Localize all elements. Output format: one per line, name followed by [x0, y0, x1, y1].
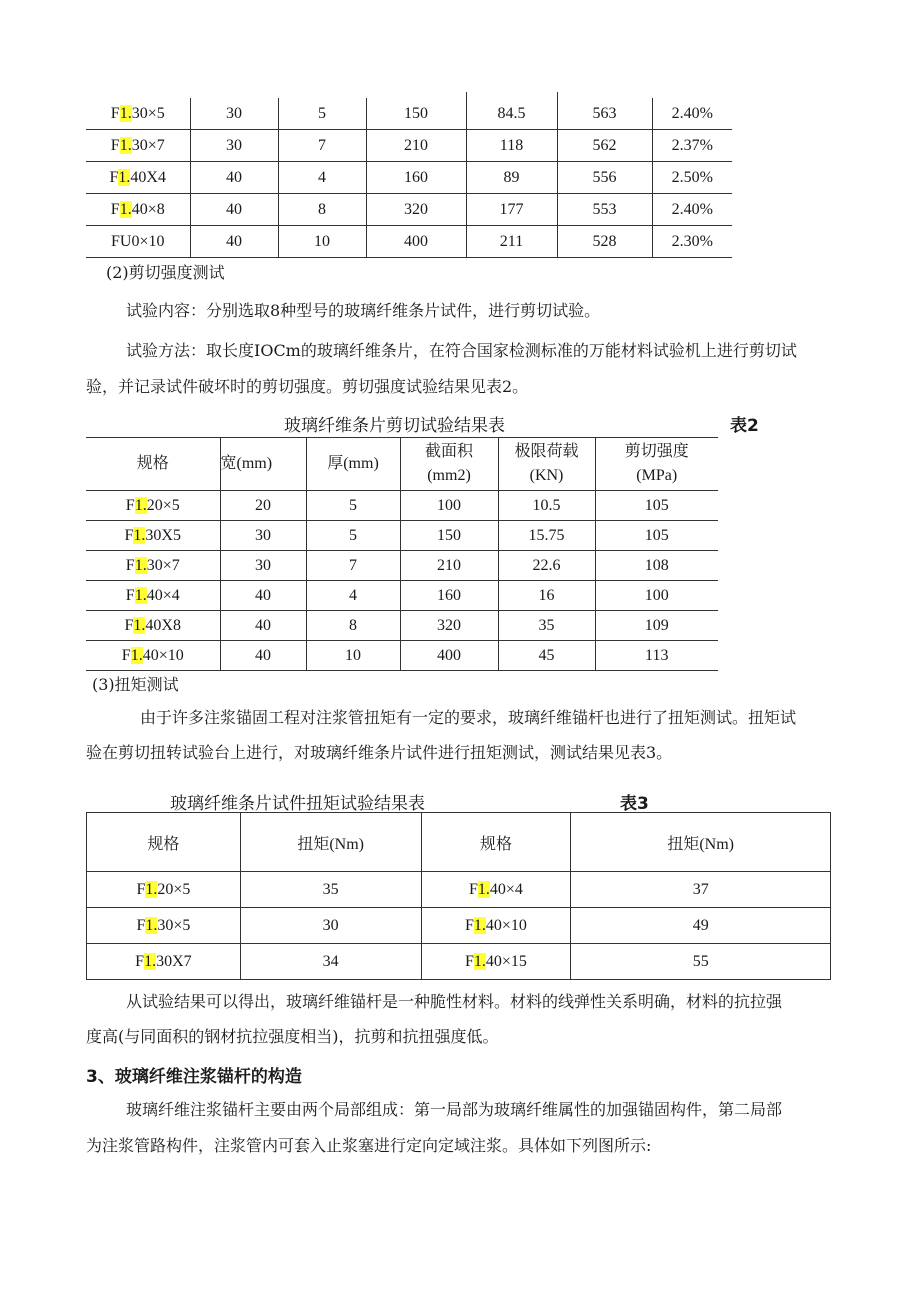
value-cell: 40	[220, 581, 306, 611]
spec-cell: F1.20×5	[87, 872, 241, 908]
value-cell: 5	[306, 521, 400, 551]
value-cell: 113	[595, 641, 718, 671]
value-cell: 109	[595, 611, 718, 641]
value-cell: 35	[240, 872, 421, 908]
header-width: 宽(mm)	[220, 438, 306, 491]
header-area: 截面积 (mm2)	[400, 438, 498, 491]
value-cell: 556	[557, 162, 652, 194]
table-border	[466, 92, 467, 100]
value-cell: 320	[400, 611, 498, 641]
value-cell: 7	[278, 130, 366, 162]
table-row	[86, 641, 718, 671]
spec-cell: F1.40×10	[421, 908, 571, 944]
table2-title: 玻璃纤维条片剪切试验结果表	[284, 416, 505, 436]
value-cell: 30	[240, 908, 421, 944]
section2-method-line1: 试验方法：取长度IOCm的玻璃纤维条片，在符合国家检测标准的万能材料试验机上进行剪切试	[126, 341, 797, 360]
shear-table	[86, 437, 718, 671]
value-cell: 22.6	[498, 551, 595, 581]
value-cell: 40	[220, 611, 306, 641]
spec-cell: F1.30×7	[86, 551, 220, 581]
value-cell: 10	[306, 641, 400, 671]
value-cell: 8	[278, 194, 366, 226]
value-cell: 150	[400, 521, 498, 551]
value-cell: 20	[220, 491, 306, 521]
table-row	[86, 226, 732, 258]
value-cell: 7	[306, 551, 400, 581]
value-cell: 105	[595, 491, 718, 521]
table3-label: 表3	[620, 794, 649, 814]
conclusion-line1: 从试验结果可以得出，玻璃纤维锚杆是一种脆性材料。材料的线弹性关系明确，材料的抗拉强	[126, 992, 783, 1011]
value-cell: 108	[595, 551, 718, 581]
table-row	[86, 491, 718, 521]
value-cell: 210	[400, 551, 498, 581]
section2-content: 试验内容：分别选取8种型号的玻璃纤维条片试件，进行剪切试验。	[126, 301, 601, 320]
spec-cell: F1.40X4	[86, 162, 190, 194]
value-cell: 15.75	[498, 521, 595, 551]
value-cell: 320	[366, 194, 466, 226]
conclusion-line2: 度高(与同面积的钢材抗拉强度相当)，抗剪和抗扭强度低。	[86, 1027, 499, 1046]
value-cell: 5	[278, 98, 366, 130]
header-shear-strength: 剪切强度 (MPa)	[595, 438, 718, 491]
table-row	[86, 162, 732, 194]
value-cell: 2.50%	[652, 162, 732, 194]
spec-cell: F1.20×5	[86, 491, 220, 521]
spec-cell: F1.30X5	[86, 521, 220, 551]
table3-title: 玻璃纤维条片试件扭矩试验结果表	[170, 794, 425, 814]
value-cell: 400	[400, 641, 498, 671]
spec-cell: F1.30×7	[86, 130, 190, 162]
header-thickness: 厚(mm)	[306, 438, 400, 491]
value-cell: 34	[240, 944, 421, 980]
table-border	[557, 92, 558, 100]
table-row	[87, 872, 831, 908]
value-cell: 10	[278, 226, 366, 258]
header-spec-b: 规格	[421, 813, 571, 872]
value-cell: 177	[466, 194, 557, 226]
header-torque-a: 扭矩(Nm)	[240, 813, 421, 872]
header-spec: 规格	[86, 438, 220, 491]
value-cell: 10.5	[498, 491, 595, 521]
table-row	[86, 521, 718, 551]
value-cell: 5	[306, 491, 400, 521]
value-cell: 2.40%	[652, 98, 732, 130]
spec-cell: F1.40×10	[86, 641, 220, 671]
value-cell: 35	[498, 611, 595, 641]
value-cell: 118	[466, 130, 557, 162]
value-cell: 30	[190, 98, 278, 130]
value-cell: 40	[220, 641, 306, 671]
value-cell: 8	[306, 611, 400, 641]
section3-title: (3)扭矩测试	[92, 675, 179, 694]
construction-line2: 为注浆管路构件，注浆管内可套入止浆塞进行定向定域注浆。具体如下列图所示:	[86, 1136, 652, 1155]
value-cell: 84.5	[466, 98, 557, 130]
header-load: 极限荷载 (KN)	[498, 438, 595, 491]
value-cell: 55	[571, 944, 831, 980]
value-cell: 30	[220, 521, 306, 551]
value-cell: 4	[306, 581, 400, 611]
spec-cell: F1.30×5	[86, 98, 190, 130]
table-row	[86, 611, 718, 641]
value-cell: 160	[366, 162, 466, 194]
header-torque-b: 扭矩(Nm)	[571, 813, 831, 872]
table-row	[86, 130, 732, 162]
torque-table	[86, 812, 831, 980]
value-cell: 400	[366, 226, 466, 258]
spec-cell: F1.40×15	[421, 944, 571, 980]
value-cell: 30	[220, 551, 306, 581]
value-cell: 2.40%	[652, 194, 732, 226]
value-cell: 528	[557, 226, 652, 258]
spec-cell: F1.40×8	[86, 194, 190, 226]
value-cell: 40	[190, 226, 278, 258]
value-cell: 100	[595, 581, 718, 611]
spec-cell: F1.40×4	[86, 581, 220, 611]
value-cell: 160	[400, 581, 498, 611]
section3-line1: 由于许多注浆锚固工程对注浆管扭矩有一定的要求，玻璃纤维锚杆也进行了扭矩测试。扭矩试	[140, 708, 797, 727]
table-row	[86, 551, 718, 581]
value-cell: 2.37%	[652, 130, 732, 162]
value-cell: 37	[571, 872, 831, 908]
spec-cell: F1.40×4	[421, 872, 571, 908]
value-cell: 210	[366, 130, 466, 162]
table2-label: 表2	[730, 416, 759, 436]
value-cell: 30	[190, 130, 278, 162]
value-cell: 211	[466, 226, 557, 258]
spec-cell: F1.30X7	[87, 944, 241, 980]
spec-cell: F1.30×5	[87, 908, 241, 944]
value-cell: 553	[557, 194, 652, 226]
section-heading-3: 3、玻璃纤维注浆锚杆的构造	[86, 1067, 302, 1087]
tensile-table	[86, 98, 732, 258]
spec-cell: F1.40X8	[86, 611, 220, 641]
table-row	[86, 98, 732, 130]
value-cell: 49	[571, 908, 831, 944]
value-cell: 16	[498, 581, 595, 611]
spec-cell: FU0×10	[86, 226, 190, 258]
value-cell: 4	[278, 162, 366, 194]
value-cell: 100	[400, 491, 498, 521]
value-cell: 105	[595, 521, 718, 551]
section2-method-line2: 验，并记录试件破坏时的剪切强度。剪切强度试验结果见表2。	[86, 377, 529, 396]
section3-line2: 验在剪切扭转试验台上进行，对玻璃纤维条片试件进行扭矩测试，测试结果见表3。	[86, 743, 673, 762]
value-cell: 89	[466, 162, 557, 194]
value-cell: 563	[557, 98, 652, 130]
section2-title: (2)剪切强度测试	[106, 263, 225, 282]
table-row	[86, 581, 718, 611]
table-row	[86, 194, 732, 226]
table-row	[87, 944, 831, 980]
value-cell: 562	[557, 130, 652, 162]
header-spec-a: 规格	[87, 813, 241, 872]
value-cell: 40	[190, 194, 278, 226]
value-cell: 45	[498, 641, 595, 671]
value-cell: 2.30%	[652, 226, 732, 258]
value-cell: 150	[366, 98, 466, 130]
construction-line1: 玻璃纤维注浆锚杆主要由两个局部组成：第一局部为玻璃纤维属性的加强锚固构件，第二局部	[126, 1100, 783, 1119]
table-row	[87, 908, 831, 944]
value-cell: 40	[190, 162, 278, 194]
